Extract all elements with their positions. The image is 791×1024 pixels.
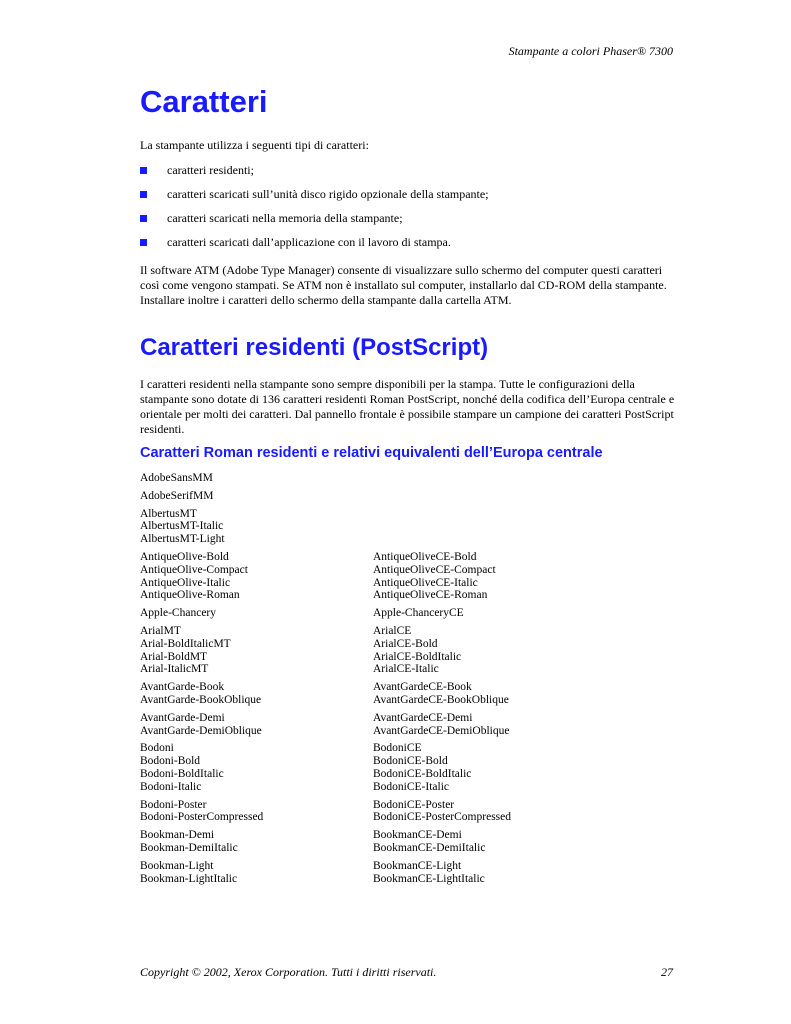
ce-font-column — [373, 472, 673, 485]
font-name: AdobeSerifMM — [140, 489, 214, 502]
font-type-list — [140, 163, 489, 259]
font-name: AlbertusMT-Italic — [140, 520, 224, 533]
ce-font-column — [373, 625, 673, 676]
font-name: AvantGardeCE-DemiOblique — [373, 724, 510, 737]
font-name: Apple-ChanceryCE — [373, 607, 464, 620]
font-name: AntiqueOliveCE-Roman — [373, 589, 488, 602]
roman-font-column — [140, 860, 373, 886]
font-group — [140, 712, 680, 738]
font-name: Bodoni-Italic — [140, 780, 202, 793]
font-name: BodoniCE — [373, 742, 422, 755]
font-name: ArialCE-Bold — [373, 637, 438, 650]
ce-font-column — [373, 490, 673, 503]
font-group — [140, 625, 680, 676]
font-group — [140, 742, 680, 793]
roman-font-column — [140, 681, 373, 707]
font-name: BookmanCE-Light — [373, 859, 462, 872]
font-name: BodoniCE-BoldItalic — [373, 767, 472, 780]
font-name: AntiqueOliveCE-Italic — [373, 576, 478, 589]
font-name: Bodoni-Poster — [140, 798, 207, 811]
font-name: AntiqueOlive-Italic — [140, 576, 231, 589]
ce-font-column — [373, 829, 673, 855]
font-name: Bodoni-PosterCompressed — [140, 811, 264, 824]
font-group — [140, 829, 680, 855]
font-name: AntiqueOlive-Roman — [140, 589, 240, 602]
font-name: AvantGardeCE-BookOblique — [373, 693, 509, 706]
bullet-square-icon — [140, 167, 147, 174]
font-name: Apple-Chancery — [140, 607, 216, 620]
roman-font-column — [140, 508, 373, 546]
roman-font-column — [140, 625, 373, 676]
ce-font-column — [373, 742, 673, 793]
roman-font-column — [140, 799, 373, 825]
font-group — [140, 490, 680, 503]
font-name: AntiqueOliveCE-Bold — [373, 550, 477, 563]
font-name: BookmanCE-Demi — [373, 829, 462, 842]
font-name: BodoniCE-Poster — [373, 798, 455, 811]
ce-font-column — [373, 681, 673, 707]
roman-font-column — [140, 607, 373, 620]
font-name: Arial-BoldMT — [140, 650, 208, 663]
bullet-square-icon — [140, 239, 147, 246]
running-header: Stampante a colori Phaser® 7300 — [508, 44, 673, 58]
font-name: ArialCE — [373, 624, 412, 637]
font-name: Bookman-LightItalic — [140, 872, 238, 885]
font-group — [140, 681, 680, 707]
font-name: AvantGardeCE-Demi — [373, 711, 473, 724]
roman-font-column — [140, 712, 373, 738]
roman-font-column — [140, 490, 373, 503]
font-group — [140, 799, 680, 825]
roman-font-column — [140, 472, 373, 485]
font-name: Bookman-Demi — [140, 829, 215, 842]
font-name: BodoniCE-Italic — [373, 780, 450, 793]
section-title: Caratteri residenti (PostScript) — [140, 334, 489, 361]
font-name: Bookman-DemiItalic — [140, 841, 238, 854]
font-group — [140, 508, 680, 546]
subsection-title: Caratteri Roman residenti e relativi equivalenti dell’Europa centrale — [140, 445, 603, 461]
font-name: BookmanCE-DemiItalic — [373, 841, 486, 854]
font-group — [140, 551, 680, 602]
footer-copyright: Copyright © 2002, Xerox Corporation. Tutti i diritti riservati. — [140, 965, 437, 979]
roman-font-column — [140, 551, 373, 602]
ce-font-column — [373, 508, 673, 546]
bullet-square-icon — [140, 215, 147, 222]
ce-font-column — [373, 551, 673, 602]
list-item: caratteri scaricati sull’unità disco rigido opzionale della stampante; — [140, 187, 489, 211]
list-item: caratteri scaricati nella memoria della stampante; — [140, 211, 489, 235]
font-name: ArialCE-Italic — [373, 663, 439, 676]
ce-font-column — [373, 712, 673, 738]
font-name: AvantGardeCE-Book — [373, 681, 472, 694]
font-name: Bookman-Light — [140, 859, 214, 872]
font-name: BookmanCE-LightItalic — [373, 872, 485, 885]
font-name: Arial-ItalicMT — [140, 663, 209, 676]
font-name: AntiqueOliveCE-Compact — [373, 563, 496, 576]
page-number: 27 — [661, 965, 673, 979]
font-name: BodoniCE-Bold — [373, 755, 448, 768]
font-name: AvantGarde-DemiOblique — [140, 724, 262, 737]
font-group — [140, 607, 680, 620]
resident-fonts-paragraph: I caratteri residenti nella stampante sono sempre disponibili per la stampa. Tutte le configurazioni della stampante sono dotate di 136 caratteri residenti Roman PostScript, nonché della codifica dell’Europa centrale e orientale per molti dei caratteri. Dal pannello frontale è possibile stampare un campione dei caratteri PostScript residenti. — [140, 377, 675, 436]
font-name: AvantGarde-Book — [140, 681, 225, 694]
font-name: AvantGarde-Demi — [140, 711, 225, 724]
ce-font-column — [373, 607, 673, 620]
font-name: ArialCE-BoldItalic — [373, 650, 462, 663]
font-name: BodoniCE-PosterCompressed — [373, 811, 511, 824]
atm-paragraph: Il software ATM (Adobe Type Manager) consente di visualizzare sullo schermo del computer questi caratteri così come vengono stampati. Se ATM non è installato sul computer, installarlo dal CD-ROM della stampante. Installare inoltre i caratteri dello schermo della stampante dalla cartella ATM. — [140, 263, 667, 307]
ce-font-column — [373, 799, 673, 825]
font-name: AntiqueOlive-Bold — [140, 550, 229, 563]
font-name: Bodoni-Bold — [140, 755, 201, 768]
roman-font-column — [140, 829, 373, 855]
font-list — [140, 472, 680, 890]
font-name: Arial-BoldItalicMT — [140, 637, 231, 650]
list-item: caratteri scaricati dall’applicazione con il lavoro di stampa. — [140, 235, 489, 259]
font-name: AlbertusMT — [140, 507, 197, 520]
font-group — [140, 860, 680, 886]
roman-font-column — [140, 742, 373, 793]
bullet-square-icon — [140, 191, 147, 198]
font-name: Bodoni — [140, 742, 174, 755]
page-title: Caratteri — [140, 84, 268, 119]
intro-paragraph: La stampante utilizza i seguenti tipi di caratteri: — [140, 138, 369, 152]
font-name: AntiqueOlive-Compact — [140, 563, 248, 576]
font-name: Bodoni-BoldItalic — [140, 767, 224, 780]
font-name: AlbertusMT-Light — [140, 533, 225, 546]
font-group — [140, 472, 680, 485]
list-item: caratteri residenti; — [140, 163, 489, 187]
ce-font-column — [373, 860, 673, 886]
font-name: AdobeSansMM — [140, 472, 213, 484]
font-name: AvantGarde-BookOblique — [140, 693, 262, 706]
font-name: ArialMT — [140, 624, 181, 637]
